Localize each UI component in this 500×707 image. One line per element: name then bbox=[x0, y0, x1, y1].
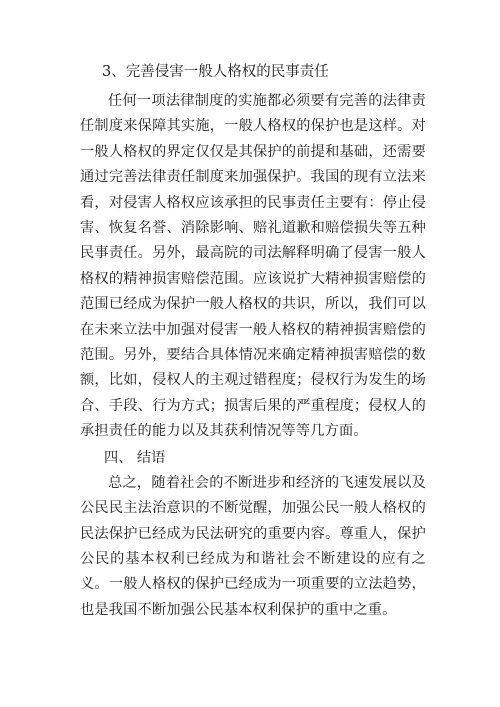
document-page bbox=[80, 58, 426, 623]
body-paragraph-1: 任何一项法律制度的实施都必须要有完善的法律责任制度来保障其实施，一般人格权的保护也是这样。对一般人格权的界定仅仅是其保护的前提和基础，还需要通过完善法律责任制度来加强保护。我国的现有立法来看，对侵害人格权应该承担的民事责任主要有：停止侵害、恢复名誉、消除影响、赔礼道歉和赔偿损失等五种民事责任。另外，最高院的司法解释明确了侵害一般人格权的精神损害赔偿范围。应该说扩大精神损害赔偿的范围已经成为保护一般人格权的共识，所以，我们可以在未来立法中加强对侵害一般人格权的精神损害赔偿的范围。另外，要结合具体情况来确定精神损害赔偿的数额，比如，侵权人的主观过错程度；侵权行为发生的场合、手段、行为方式；损害后果的严重程度；侵权人的承担责任的能力以及其获利情况等等几方面。 bbox=[80, 93, 426, 440]
section-heading-3: 3、完善侵害一般人格权的民事责任 bbox=[102, 64, 329, 80]
section-heading-4: 四、 结语 bbox=[104, 449, 166, 466]
body-paragraph-2: 总之，随着社会的不断进步和经济的飞速发展以及公民民主法治意识的不断觉醒，加强公民一般人格权的民法保护已经成为民法研究的重要内容。尊重人，保护公民的基本权利已经成为和谐社会不断建设的应有之义。一般人格权的保护已经成为一项重要的立法趋势，也是我国不断加强公民基本权利保护的重中之重。 bbox=[80, 474, 426, 618]
